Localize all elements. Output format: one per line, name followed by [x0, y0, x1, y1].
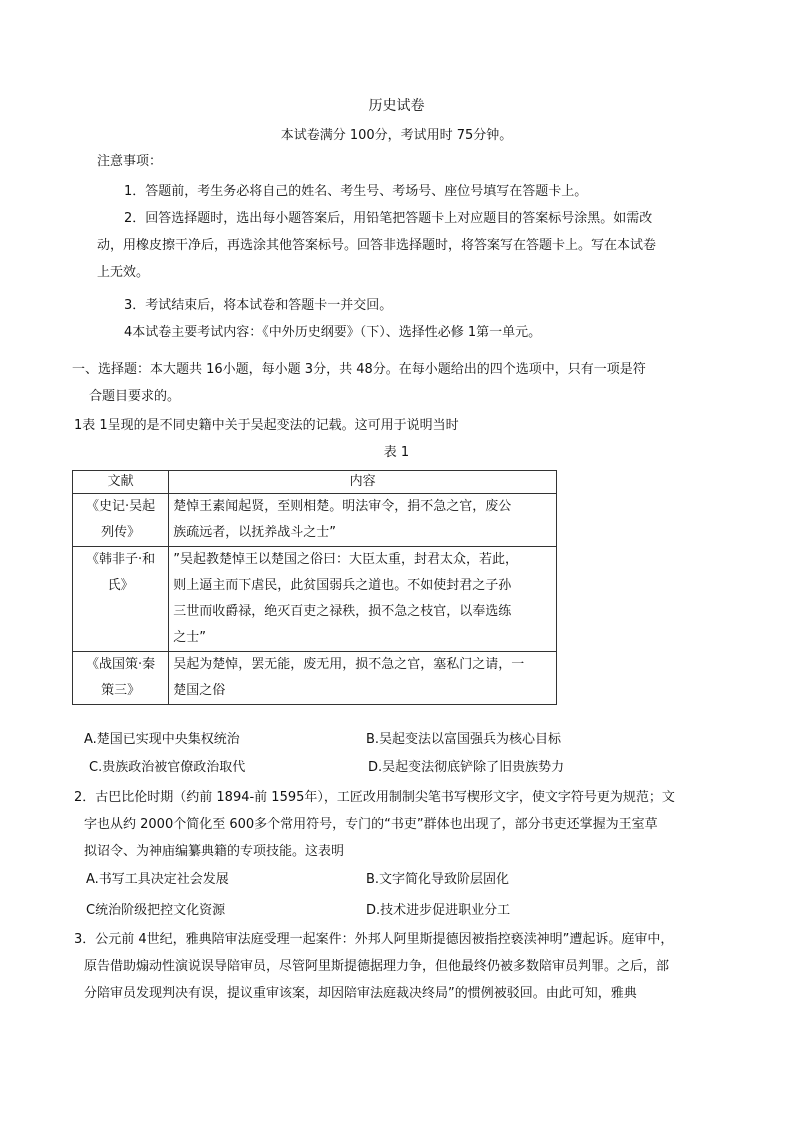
question-2-line: 拟诏令、为神庙编纂典籍的专项技能。这表明: [84, 844, 345, 859]
question-3-line: 3．公元前 4世纪，雅典陪审法庭受理一起案件：外邦人阿里斯提德因被指控亵渎神明”遭起诉。庭审中，: [74, 932, 674, 947]
notice-item: 上无效。: [97, 265, 150, 280]
table-cell-source: [73, 494, 169, 547]
question-2-line: 2．古巴比伦时期（约前 1894-前 1595年），工匠改用制制尖笔书写楔形文字，使文字符号更为规范；文: [74, 790, 675, 805]
table-header-row: [73, 471, 557, 494]
question-2-option-b: B.文字简化导致阶层固化: [366, 872, 510, 887]
notice-heading: 注意事项：: [97, 154, 163, 169]
question-1-option-d: D.吴起变法彻底铲除了旧贵族势力: [368, 760, 565, 775]
cell-line: 之士”: [173, 630, 206, 645]
cell-line: 楚国之俗: [173, 683, 226, 698]
question-3-line: 原告借助煽动性演说误导陪审员，尽管阿里斯提德据理力争，但他最终仍被多数陪审员判罪。之后，部: [84, 959, 670, 974]
question-1-option-c: C.贵族政治被官僚政治取代: [89, 760, 246, 775]
question-2-option-d: D.技术进步促进职业分工: [366, 903, 511, 918]
table-cell-content: [169, 547, 557, 652]
question-2-option-a: A.书写工具决定社会发展: [86, 872, 229, 887]
table-cell-content: [169, 494, 557, 547]
notice-item: 3．考试结束后，将本试卷和答题卡一并交回。: [124, 298, 393, 313]
cell-line: 楚悼王素闻起贤，至则相楚。明法审令，捐不急之官，废公: [173, 499, 512, 514]
cell-line: 吴起为楚悼，罢无能，废无用，损不急之官，塞私门之请，一: [173, 657, 525, 672]
table-header-cell: 内容: [169, 471, 557, 494]
notice-item: 2．回答选择题时，选出每小题答案后，用铅笔把答题卡上对应题目的答案标号涂黑。如需改: [124, 211, 653, 226]
cell-line: 《史记·吴起: [86, 499, 156, 514]
table-row: [73, 547, 557, 652]
question-1-option-a: A.楚国已实现中央集权统治: [84, 732, 240, 747]
notice-item: 4本试卷主要考试内容：《中外历史纲要》（下）、选择性必修 1第一单元。: [124, 325, 542, 340]
notice-item: 1．答题前，考生务必将自己的姓名、考生号、考场号、座位号填写在答题卡上。: [124, 184, 588, 199]
table-cell-source: [73, 652, 169, 705]
table-header-cell: 文献: [73, 471, 169, 494]
section-heading: 一、选择题：本大题共 16小题，每小题 3分，共 48分。在每小题给出的四个选项中，只有一项是符: [72, 362, 646, 377]
table-row: [73, 652, 557, 705]
table-row: [73, 494, 557, 547]
page-title: 历史试卷: [368, 98, 425, 114]
cell-line: ”吴起教楚悼王以楚国之俗曰：大臣太重，封君太众，若此，: [173, 552, 518, 567]
question-2-option-c: C统治阶级把控文化资源: [86, 903, 226, 918]
table-caption: 表 1: [383, 445, 410, 460]
question-1-option-b: B.吴起变法以富国强兵为核心目标: [366, 732, 562, 747]
cell-line: 氏》: [107, 578, 134, 593]
cell-line: 三世而收爵禄，绝灭百吏之禄秩，损不急之枝官，以奉选练: [173, 604, 512, 619]
table-cell-source: [73, 547, 169, 652]
notice-item: 动，用橡皮擦干净后，再选涂其他答案标号。回答非选择题时，将答案写在答题卡上。写在本试卷: [97, 238, 657, 253]
exam-subtitle: 本试卷满分 100分，考试用时 75分钟。: [280, 128, 513, 143]
section-heading-cont: 合题目要求的。: [89, 389, 181, 404]
cell-line: 策三》: [101, 683, 141, 698]
cell-line: 列传》: [101, 525, 141, 540]
cell-line: 族疏远者，以抚养战斗之士”: [173, 525, 336, 540]
cell-line: 则上逼主而下虐民，此贫国弱兵之道也。不如使封君之子孙: [173, 578, 512, 593]
cell-line: 《战国策·秦: [86, 657, 156, 672]
source-table: [72, 470, 557, 705]
question-3-line: 分陪审员发现判决有误，提议重审该案，却因陪审法庭裁决终局”的惯例被驳回。由此可知，雅典: [84, 986, 637, 1001]
question-1-stem: 1表 1呈现的是不同史籍中关于吴起变法的记载。这可用于说明当时: [74, 418, 459, 433]
question-2-line: 字也从约 2000个简化至 600多个常用符号，专门的“书吏”群体也出现了，部分书吏还掌握为王室草: [84, 817, 658, 832]
table-cell-content: [169, 652, 557, 705]
cell-line: 《韩非子·和: [86, 552, 156, 567]
